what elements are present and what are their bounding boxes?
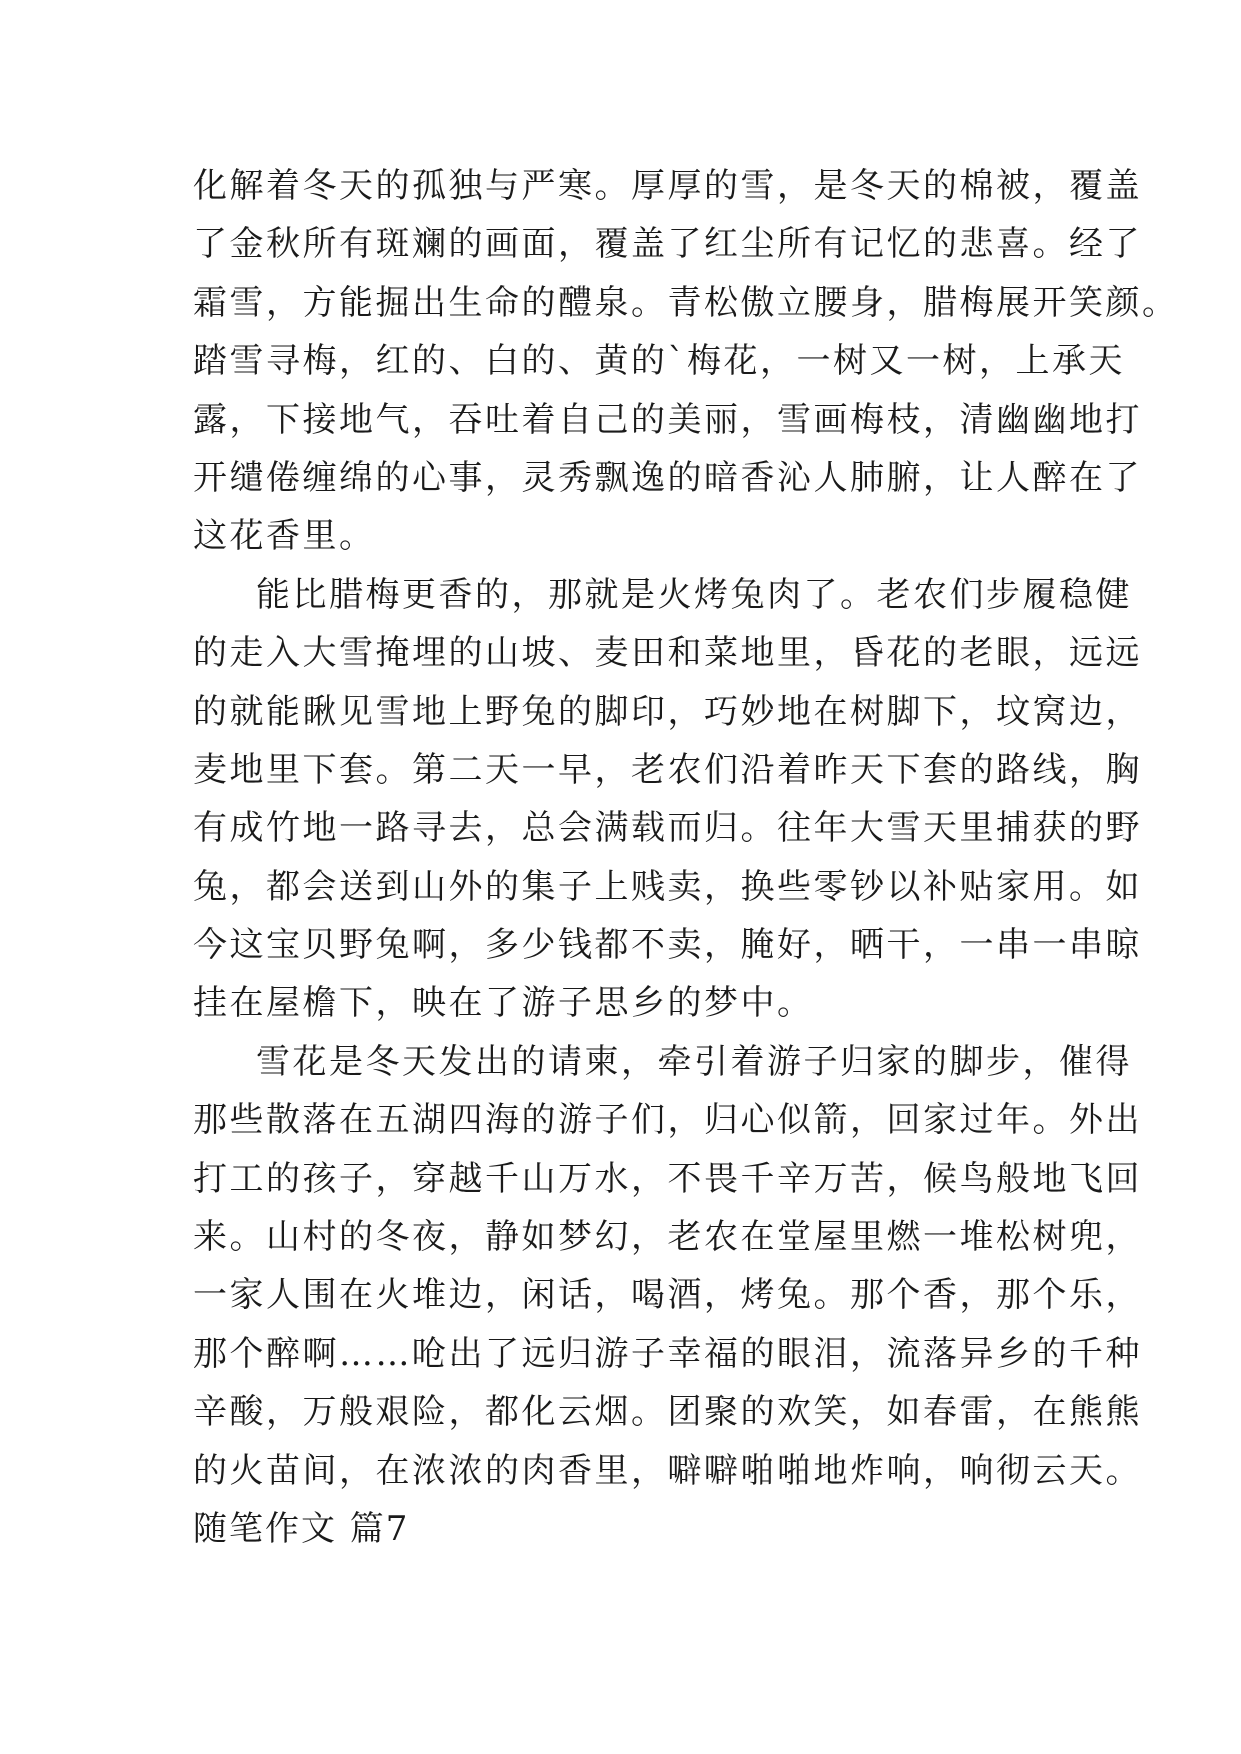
text-line: 那些散落在五湖四海的游子们，归心似箭，回家过年。外出: [193, 1100, 1142, 1141]
text-line: 霜雪，方能掘出生命的醴泉。青松傲立腰身，腊梅展开笑颜。: [193, 282, 1179, 323]
text-line: 打工的孩子，穿越千山万水，不畏千辛万苦，候鸟般地飞回: [193, 1158, 1142, 1199]
text-line: 这花香里。: [193, 516, 376, 557]
paragraph-rabbit: [193, 566, 1142, 1033]
paragraph-snow: [193, 1033, 1142, 1500]
text-line: 能比腊梅更香的，那就是火烤兔肉了。老农们步履稳健: [256, 574, 1132, 615]
document-body: [193, 157, 1179, 1558]
text-line: 的就能瞅见雪地上野兔的脚印，巧妙地在树脚下，坟窝边，: [193, 691, 1142, 732]
text-line: 的走入大雪掩埋的山坡、麦田和菜地里，昏花的老眼，远远: [193, 633, 1142, 674]
text-line: 开缱倦缠绵的心事，灵秀飘逸的暗香沁人肺腑，让人醉在了: [193, 457, 1142, 498]
text-line: 兔，都会送到山外的集子上贱卖，换些零钞以补贴家用。如: [193, 866, 1142, 907]
text-line: 麦地里下套。第二天一早，老农们沿着昨天下套的路线，胸: [193, 749, 1142, 790]
text-line: 的火苗间，在浓浓的肉香里，噼噼啪啪地炸响，响彻云天。: [193, 1450, 1142, 1491]
text-line: 化解着冬天的孤独与严寒。厚厚的雪，是冬天的棉被，覆盖: [193, 166, 1142, 206]
text-line: 了金秋所有斑斓的画面，覆盖了红尘所有记忆的悲喜。经了: [193, 224, 1142, 265]
paragraph-continued: [193, 157, 1179, 566]
section-heading: 随笔作文 篇7: [193, 1508, 410, 1549]
text-line: 那个醉啊……呛出了远归游子幸福的眼泪，流落异乡的千种: [193, 1333, 1142, 1374]
text-line: 一家人围在火堆边，闲话，喝酒，烤兔。那个香，那个乐，: [193, 1275, 1142, 1316]
text-line: 今这宝贝野兔啊，多少钱都不卖，腌好，晒干，一串一串晾: [193, 925, 1142, 966]
text-line: 辛酸，万般艰险，都化云烟。团聚的欢笑，如春雷，在熊熊: [193, 1392, 1142, 1433]
text-line: 来。山村的冬夜，静如梦幻，老农在堂屋里燃一堆松树兜，: [193, 1217, 1142, 1258]
text-line: 踏雪寻梅，红的、白的、黄的`梅花，一树又一树，上承天: [193, 341, 1125, 382]
text-line: 有成竹地一路寻去，总会满载而归。往年大雪天里捕获的野: [193, 808, 1142, 849]
text-line: 雪花是冬天发出的请柬，牵引着游子归家的脚步，催得: [256, 1041, 1132, 1082]
text-line: 挂在屋檐下，映在了游子思乡的梦中。: [193, 983, 814, 1024]
text-line: 露，下接地气，吞吐着自己的美丽，雪画梅枝，清幽幽地打: [193, 399, 1142, 440]
